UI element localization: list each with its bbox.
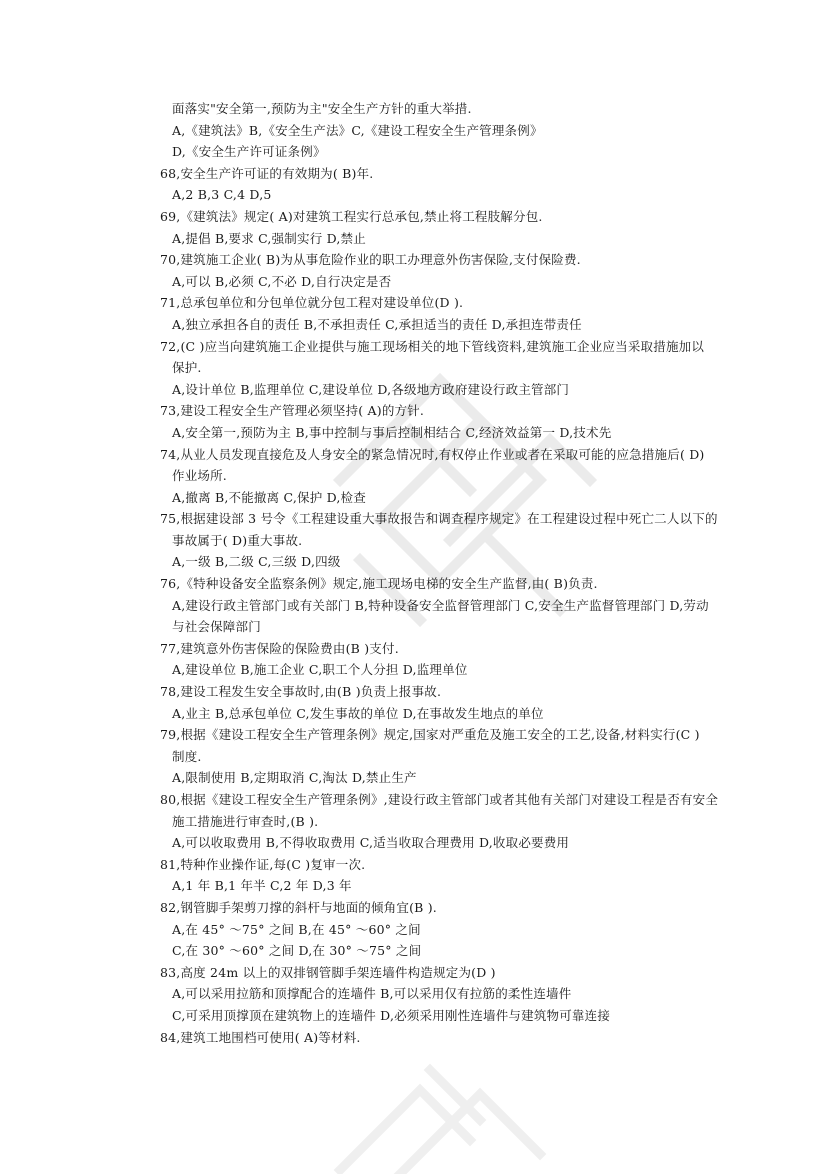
question-line: 82,钢管脚手架剪刀撑的斜杆与地面的倾角宜(B ). — [160, 899, 437, 915]
question-line: 73,建设工程安全生产管理必须坚持( A)的方针. — [160, 403, 425, 419]
answer-options-line: A,可以采用拉筋和顶撑配合的连墙件 B,可以采用仅有拉筋的柔性连墙件 — [172, 986, 572, 1002]
continuation-line: 与社会保障部门 — [172, 619, 261, 635]
question-line: 80,根据《建设工程安全生产管理条例》,建设行政主管部门或者其他有关部门对建设工程是否有安全 — [160, 792, 719, 807]
answer-options-line: A,1 年 B,1 年半 C,2 年 D,3 年 — [172, 878, 352, 894]
answer-options-line: A,设计单位 B,监理单位 C,建设单位 D,各级地方政府建设行政主管部门 — [172, 381, 570, 397]
answer-options-line: A,一级 B,二级 C,三级 D,四级 — [172, 554, 341, 570]
question-line: 78,建设工程发生安全事故时,由(B )负责上报事故. — [160, 684, 442, 700]
answer-options-line: A,撤离 B,不能撤离 C,保护 D,检查 — [172, 489, 366, 505]
answer-options-line: D,《安全生产许可证条例》 — [172, 144, 326, 160]
question-line: 69,《建筑法》规定( A)对建筑工程实行总承包,禁止将工程肢解分包. — [160, 208, 543, 224]
question-line: 71,总承包单位和分包单位就分包工程对建设单位(D ). — [160, 295, 464, 311]
continuation-line: 面落实"安全第一,预防为主"安全生产方针的重大举措. — [172, 101, 472, 116]
question-list — [0, 98, 830, 1048]
answer-options-line: A,业主 B,总承包单位 C,发生事故的单位 D,在事故发生地点的单位 — [172, 705, 544, 721]
answer-options-line: A,《建筑法》B,《安全生产法》C,《建设工程安全生产管理条例》 — [172, 122, 543, 138]
question-line: 75,根据建设部 3 号令《工程建设重大事故报告和调查程序规定》在工程建设过程中死亡二人以下的 — [160, 511, 718, 527]
question-line: 79,根据《建设工程安全生产管理条例》规定,国家对严重危及施工安全的工艺,设备,材料实行(C ) — [160, 727, 700, 743]
question-line: 74,从业人员发现直接危及人身安全的紧急情况时,有权停止作业或者在采取可能的应急措施后( D) — [160, 446, 705, 462]
question-line: 83,高度 24m 以上的双排钢管脚手架连墙件构造规定为(D ) — [160, 964, 496, 980]
question-line: 70,建筑施工企业( B)为从事危险作业的职工办理意外伤害保险,支付保险费. — [160, 252, 581, 268]
answer-options-line: A,限制使用 B,定期取消 C,淘汰 D,禁止生产 — [172, 770, 417, 786]
answer-options-line: A,建设单位 B,施工企业 C,职工个人分担 D,监理单位 — [172, 662, 468, 678]
answer-options-line: A,在 45° ～75° 之间 B,在 45° ～60° 之间 — [172, 921, 421, 937]
answer-options-line: A,独立承担各自的责任 B,不承担责任 C,承担适当的责任 D,承担连带责任 — [172, 316, 582, 332]
question-line: 84,建筑工地围档可使用( A)等材料. — [160, 1029, 361, 1045]
question-line: 76,《特种设备安全监察条例》规定,施工现场电梯的安全生产监督,由( B)负责. — [160, 576, 598, 592]
answer-options-line: C,在 30° ～60° 之间 D,在 30° ～75° 之间 — [172, 943, 422, 959]
answer-options-line: A,提倡 B,要求 C,强制实行 D,禁止 — [172, 230, 366, 246]
watermark-graphic-bottom — [310, 1040, 570, 1174]
continuation-line: 事故属于( D)重大事故. — [172, 532, 303, 548]
question-line: 81,特种作业操作证,每(C )复审一次. — [160, 856, 366, 872]
answer-options-line: A,2 B,3 C,4 D,5 — [172, 187, 272, 203]
question-line: 77,建筑意外伤害保险的保险费由(B )支付. — [160, 640, 399, 656]
answer-options-line: A,建设行政主管部门或有关部门 B,特种设备安全监督管理部门 C,安全生产监督管理部门 D,劳动 — [172, 597, 709, 613]
continuation-line: 施工措施进行审查时,(B ). — [172, 813, 319, 829]
answer-options-line: C,可采用顶撑顶在建筑物上的连墙件 D,必须采用刚性连墙件与建筑物可靠连接 — [172, 1007, 611, 1023]
continuation-line: 作业场所. — [172, 468, 227, 484]
continuation-line: 制度. — [172, 748, 202, 764]
answer-options-line: A,可以 B,必须 C,不必 D,自行决定是否 — [172, 273, 392, 289]
answer-options-line: A,安全第一,预防为主 B,事中控制与事后控制相结合 C,经济效益第一 D,技术先 — [172, 424, 612, 440]
question-line: 68,安全生产许可证的有效期为( B)年. — [160, 165, 374, 181]
answer-options-line: A,可以收取费用 B,不得收取费用 C,适当收取合理费用 D,收取必要费用 — [172, 835, 570, 851]
question-line: 72,(C )应当向建筑施工企业提供与施工现场相关的地下管线资料,建筑施工企业应当采取措施加以 — [160, 338, 705, 354]
continuation-line: 保护. — [172, 360, 202, 376]
